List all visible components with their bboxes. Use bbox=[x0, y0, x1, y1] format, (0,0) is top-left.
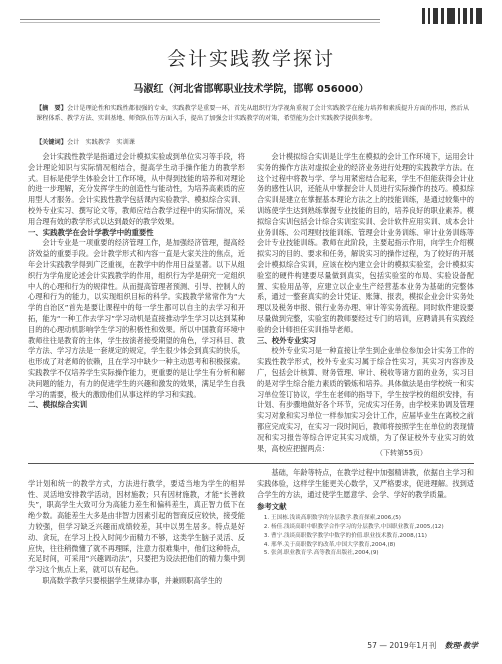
bottom-left-column bbox=[28, 468, 245, 628]
reference-item: 5. 张剑.职业教育学.高等教育出版社,2004,(9) bbox=[271, 549, 474, 558]
references-heading: 参考文献 bbox=[257, 502, 287, 512]
header-decoration bbox=[20, 8, 482, 30]
left-column bbox=[28, 152, 245, 458]
paragraph: 校外专业实习是一种直接让学生到企业单位参加会计实务工作的实践性教学形式，校外专业实习属于综合性实习，其实习内容涉及广，包括会计核算、财务管理、审计、税收等诸方面的业务，实习目的是对学生综合能力素质的锻炼和培养。具体做法是由学校统一和实习单位签订协议，学生在老师的指导下，学生按学校的组织安排，有计划、有步骤地做好各个环节，完成实习任务，由学校来协调及管理实习对象和实习单位一样参加实习会计工作，应届毕业生在离校之前都应完成实习，在实习一段时间后，教师将按照学生在单位的表现情况和实习报告等综合评定其实习成绩，为了保证校外专业实习的效果，高校应把握两点： bbox=[257, 346, 474, 453]
reference-item: 1. 王国栋.浅谈高职数学的分层教学.教育探索,2006,(5) bbox=[271, 514, 474, 523]
reference-item: 2. 杨佳.浅谈高职中职教学合作学习的分层教学,中国职业教育,2005,(12) bbox=[271, 523, 474, 532]
keywords bbox=[36, 137, 470, 146]
header-rule bbox=[20, 19, 380, 20]
abstract-text: 会计是理论性和实践性都很强的专业，实践教学是重要一环，首先从组织行为学视角重视了会计实践教学在能力培养和素质提升方面的作用，然后从课程体系、教学方法、实训基地、师资队伍等方面入手，提出了加强会计实践教学的对策，希望能为会计实践教学提供参考。 bbox=[36, 105, 470, 122]
paragraph: 学计划和统一的教学方式，方法进行教学，要适当地为学生的相异性、灵活地安排教学活动，因材施教；只有因材施教，才能“长善救失”，职高学生大致可分为高能力差生和偏科差生，真正智力低下在绝少数。高能差生大多是由非智力因素引起的智商反应较快，接受能力较强，但学习缺乏兴趣而成绩较差，其中以男生居多。特点是好动、贪玩，在学习上投入时间少而精力不够，这类学生脑子灵活、反应快，往往稍微懂了就不再理睬，注意力很难集中，他们这种特点，充足时间，可采用“兴趣调动法”，只要把为设法把他们的精力集中到学习这个焦点上来，就可以有起色。 职高数学教学只要根据学生规律办事，并兼顾职高学生的 bbox=[28, 478, 245, 585]
section-heading: 一、实践教学在会计学教学中的重要性 bbox=[28, 227, 154, 237]
paragraph: 会计实践性教学是指通过会计模拟实验或到单位实习等手段，将会计理论知识与实际情况相结合，提高学生动手操作能力的教学形式。目标是使学生体验会计工作环境，从中得到技能的培养和对理论的进一步理解，充分发挥学生的创造性与能动性，为培养高素质的应用型人才服务。会计实践性教学包括课内实验教学、模拟综合实训、校外专业实习、撰写论文等，教师应结合教学过程中的实际情况，采用合理有效的教学形式以达到最好的教学效果。 bbox=[28, 152, 245, 226]
paragraph: 会计模拟综合实训是让学生在模拟的会计工作环境下，运用会计实务的操作方法对虚拟企业的经济业务进行处理的实践教学方法。在这个过程中将教与学、学与用紧密结合起来，学生不但能获得会计业务的感性认识，还能从中掌握会计人员进行实际操作的技巧。模拟综合实训是建立在掌握基本理论方法之上的技能训练，是通过较集中的训练使学生达到熟练掌握专业技能的目的，培养良好的职业素养。模拟综合实训包括会计综合实训室实训、会计软件应用实训、成本会计业务训练、公司理财技能训练、管理会计业务训练、审计业务训练等会计专业技能训练。教师在此阶段，主要起指示作用，向学生介绍模拟实习的目的、要求和任务，解说实习的操作过程，为了较好的开展会计模拟综合实训，应该在校内建立会计的模拟实验室，会计模拟实验室的硬件构建要尽量做到真实，包括实验室的布局、实验设备配置、实验用品等，应建立以企业生产经营基本业务为基础的完整体系，通过一整套真实的会计凭证、账簿、报表，模拟企业会计实务处理以及税务申报、银行业务办理、审计等实务流程。同时软件建设要尽量做到完整，实验室的教师要经过专门的培训，应聘请具有实践经验的会计师担任实训指导老师。 bbox=[257, 152, 474, 334]
reference-item: 4. 邢华.关于高职数学的改革,中国大学教育,2004,(8) bbox=[271, 541, 474, 550]
keywords-text: 会计 实践教学 实训课 bbox=[66, 139, 135, 146]
abstract bbox=[36, 104, 470, 124]
footer-page-number: 57 — 2019年1月刊 bbox=[367, 641, 437, 650]
article-title: 会计实践教学探讨 bbox=[166, 48, 335, 70]
section-divider bbox=[28, 463, 474, 464]
header-barcode-icon bbox=[422, 8, 482, 24]
article-author: 马淑红（河北省邯郸职业技术学院，邯郸 056000） bbox=[133, 84, 369, 95]
reference-list bbox=[257, 514, 474, 558]
continued-note: （下转第55页） bbox=[376, 449, 427, 457]
footer-journal-name: 数理·教学 bbox=[444, 641, 478, 650]
section-heading: 三、校外专业实习 bbox=[257, 335, 317, 345]
header-rule-thin bbox=[20, 22, 380, 23]
reference-item: 3. 曹宁.浅谈高职数学教学中数学的价值.职业技术教育,2008,(11) bbox=[271, 532, 474, 541]
abstract-label: 【摘 要】 bbox=[36, 105, 67, 112]
paragraph: 基础，年龄等特点，在教学过程中加强精讲教，依据自主学习和实践体验，这样学生能更关心数学，又严格要求，促进理解。找到适合学生的方法，通过使学生愿意学、会学、学好的教学质量。 bbox=[257, 468, 474, 499]
bottom-right-column bbox=[257, 468, 474, 630]
section-heading: 二、模拟综合实训 bbox=[28, 400, 88, 410]
paragraph: 会计专业是一项重要的经济管理工作，是加强经济管理，提高经济效益的重要手段。会计教学形式和内容一直是大家关注的焦点，近年会计实践教学得到广泛重视，在教学中的作用日益显著。以下从组织行为学角度论述会计实践教学的作用，组织行为学是研究一定组织中人的心理和行为的规律性。从而提高管理者预测、引导、控制人的心理和行为的能力，以实现组织目标的科学。实践教学常常作为“大学的自治区”首先是要让课程中的每一学生都可以自主的去学习和开拓，能为“一种工作去学习”学习动机是直接推动学生学习以达到某种目的的心理动机影响学生学习的积极性和效果。所以中国教育环境中教师往往是教育的主体，学生按演者接受期望的角色，学习科目、教学方法、学习方法是一套规定的规定，学生很少体会到真实的快乐，也形成了对老师的依赖，且在学习中缺少一种主动思考和积极探索。实践教学不仅培养学生实际操作能力，更重要的是让学生有分析和解决问题的能力，有力的促进学生的兴趣和激发的效果，满足学生自我学习的需要，极大的激励他们从事这样的学习和实践。 bbox=[28, 238, 245, 399]
page-footer bbox=[367, 640, 478, 651]
keywords-label: 【关键词】 bbox=[36, 139, 67, 146]
